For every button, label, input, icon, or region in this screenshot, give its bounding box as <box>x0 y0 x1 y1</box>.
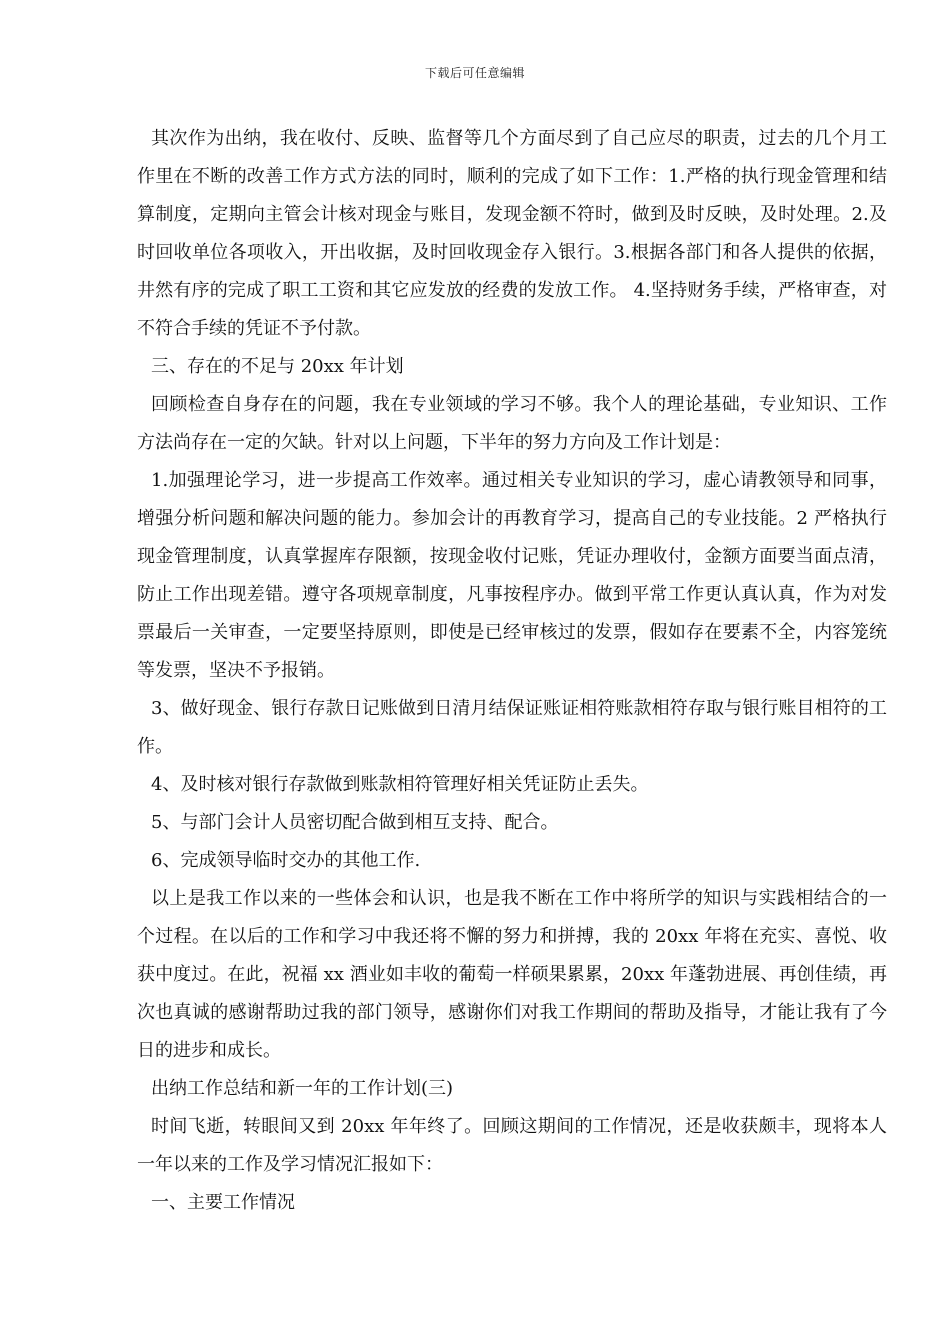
document-subtitle: 出纳工作总结和新一年的工作计划(三) <box>151 1078 454 1099</box>
paragraph-conclusion: 以上是我工作以来的一些体会和认识，也是我不断在工作中将所学的知识与实践相结合的一个过程。在以后的工作和学习中我还将不懈的努力和拼搏，我的 20xx 年将在充实、喜悦、收获中度过。在此，祝福 xx 酒业如丰收的葡萄一样硕果累累，20xx 年蓬勃进展、再创佳绩，再次也真诚的感谢帮助过我的部门领导，感谢你们对我工作期间的帮助及指导，才能让我有了今日的进步和成长。 <box>137 888 887 1061</box>
paragraph-plan-5: 5、与部门会计人员密切配合做到相互支持、配合。 <box>151 812 559 833</box>
document-body <box>137 120 887 1222</box>
paragraph-plan-4: 4、及时核对银行存款做到账款相符管理好相关凭证防止丢失。 <box>151 774 649 795</box>
paragraph-plan-1: 1.加强理论学习，进一步提高工作效率。通过相关专业知识的学习，虚心请教领导和同事，增强分析问题和解决问题的能力。参加会计的再教育学习，提高自己的专业技能。2 严格执行现金管理制度，认真掌握库存限额，按现金收付记账，凭证办理收付，金额方面要当面点清，防止工作出现差错。遵守各项规章制度，凡事按程序办。做到平常工作更认真认真，作为对发票最后一关审查，一定要坚持原则，即使是已经审核过的发票，假如存在要素不全，内容笼统等发票，坚决不予报销。 <box>137 470 887 681</box>
paragraph-intro: 时间飞逝，转眼间又到 20xx 年年终了。回顾这期间的工作情况，还是收获颇丰，现将本人一年以来的工作及学习情况汇报如下： <box>137 1116 887 1175</box>
paragraph-plan-3: 3、做好现金、银行存款日记账做到日清月结保证账证相符账款相符存取与银行账目相符的工作。 <box>137 698 887 757</box>
section-heading-main-work: 一、主要工作情况 <box>151 1192 295 1213</box>
paragraph-cashier-duties: 其次作为出纳，我在收付、反映、监督等几个方面尽到了自己应尽的职责，过去的几个月工作里在不断的改善工作方式方法的同时，顺利的完成了如下工作：1.严格的执行现金管理和结算制度，定期向主管会计核对现金与账目，发现金额不符时，做到及时反映，及时处理。2.及时回收单位各项收入，开出收据，及时回收现金存入银行。3.根据各部门和各人提供的依据，井然有序的完成了职工工资和其它应发放的经费的发放工作。 4.坚持财务手续，严格审查，对不符合手续的凭证不予付款。 <box>137 128 887 339</box>
paragraph-plan-6: 6、完成领导临时交办的其他工作. <box>151 850 421 871</box>
paragraph-review: 回顾检查自身存在的问题，我在专业领域的学习不够。我个人的理论基础，专业知识、工作方法尚存在一定的欠缺。针对以上问题，下半年的努力方向及工作计划是： <box>137 394 887 453</box>
page-header: 下载后可任意编辑 <box>424 66 525 80</box>
section-heading-shortcomings: 三、存在的不足与 20xx 年计划 <box>151 356 404 377</box>
